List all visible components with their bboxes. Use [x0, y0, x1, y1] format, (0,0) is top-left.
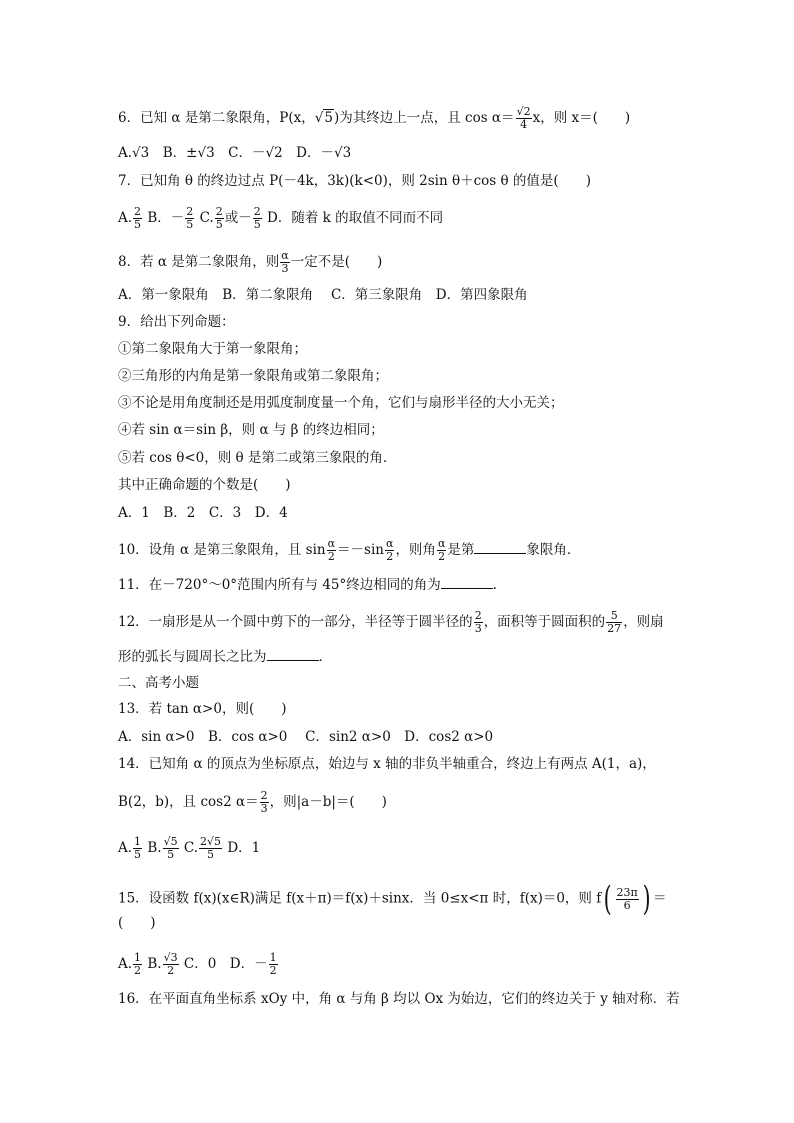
fraction: $\frac{2}{3}$: [260, 789, 268, 815]
q10-stem: 10．设角 α 是第三象限角，且 sin $\frac{\alpha}{2}$ ＝－sin $\frac{\alpha}{2}$ ，则角 $\frac{\alpha}{2}$ 是第 象限角．: [118, 537, 581, 563]
section-heading: 二、高考小题: [118, 675, 199, 691]
q14-stem: 14．已知角 α 的顶点为坐标原点，始边与 x 轴的非负半轴重合，终边上有两点 A(1，a)，: [118, 756, 656, 772]
fraction: $\frac{\alpha}{2}$: [327, 537, 336, 563]
answer-blank: [267, 648, 319, 661]
q14-stem-line2: B(2，b)，且 cos2 α＝ $\frac{2}{3}$ ，则|a－b|＝( ): [118, 789, 387, 815]
q13-options: A．sin α>0 B．cos α>0 C．sin2 α>0 D．cos2 α>0: [118, 729, 494, 745]
q7-stem: 7．已知角 θ 的终边过点 P(－4k，3k)(k<0)，则 2sin θ＋cos θ 的值是( ): [118, 173, 591, 189]
q6-stem: 6．已知 α 是第二象限角，P(x，√5)为其终边上一点，且 cos α＝ $\frac{√2}{4}$ x，则 x＝( ): [118, 105, 631, 131]
q12-stem-line1: 12．一扇形是从一个圆中剪下的一部分，半径等于圆半径的 $\frac{2}{3}$ ，面积等于圆面积的 $\frac{5}{27}$ ，则扇: [118, 609, 664, 635]
answer-blank: [474, 541, 526, 554]
q11-stem: 11．在－720°～0°范围内所有与 45°终边相同的角为 ．: [118, 577, 507, 593]
q9-options: A．1 B．2 C．3 D．4: [118, 505, 288, 521]
fraction: $\frac{1}{5}$: [134, 835, 142, 861]
q9-item-3: ③不论是用角度制还是用弧度制度量一个角，它们与扇形半径的大小无关；: [118, 395, 564, 411]
q15-options: A. $\frac{1}{2}$ B. $\frac{√3}{2}$ C．0 D．－ $\frac{1}{2}$: [118, 951, 277, 977]
q8-stem: 8．若 α 是第二象限角，则 $\frac{\alpha}{3}$ 一定不是( ): [118, 249, 383, 275]
fraction: $\frac{2}{5}$: [186, 205, 194, 231]
q8-options: A．第一象限角 B．第二象限角 C．第三象限角 D．第四象限角: [118, 287, 528, 303]
fraction: $\frac{23\pi}{6}$: [616, 885, 638, 912]
fraction: $\frac{2}{3}$: [474, 609, 482, 635]
q9-ask: 其中正确命题的个数是( ): [118, 477, 291, 493]
q12-stem-line2: 形的弧长与圆周长之比为 ．: [118, 649, 332, 665]
fraction: $\frac{5}{27}$: [607, 609, 622, 635]
fraction: $\frac{\alpha}{3}$: [281, 249, 289, 275]
q9-item-1: ①第二象限角大于第一象限角；: [118, 341, 307, 357]
q9-item-5: ⑤若 cos θ<0，则 θ 是第二或第三象限的角．: [118, 450, 397, 466]
fraction: $\frac{2}{5}$: [215, 205, 223, 231]
q16-stem: 16．在平面直角坐标系 xOy 中，角 α 与角 β 均以 Ox 为始边，它们的终边关于 y 轴对称．若: [118, 991, 680, 1007]
fraction: $\frac{√5}{5}$: [163, 835, 178, 861]
fraction: $\frac{2√5}{5}$: [200, 835, 222, 861]
fraction: $\frac{\alpha}{2}$: [386, 537, 394, 563]
fraction: $\frac{\alpha}{2}$: [437, 537, 446, 563]
fraction: $\frac{1}{2}$: [269, 951, 277, 977]
q6-options: A.√3 B．±√3 C．－√2 D．－√3: [118, 145, 352, 161]
fraction: $\frac{2}{5}$: [134, 205, 142, 231]
fraction: $\frac{1}{2}$: [134, 951, 142, 977]
q7-options: A. $\frac{2}{5}$ B．－ $\frac{2}{5}$ C. $\frac{2}{5}$ 或－ $\frac{2}{5}$ D．随着 k 的取值不同而不同: [118, 205, 444, 231]
sqrt-5: √5: [314, 110, 333, 126]
answer-blank: [441, 576, 493, 589]
q15-paren: ( ): [118, 915, 156, 931]
fraction: $\frac{2}{5}$: [253, 205, 261, 231]
q14-options: A. $\frac{1}{5}$ B. $\frac{√5}{5}$ C. $\frac{2√5}{5}$ D．1: [118, 835, 261, 861]
fraction: $\frac{√3}{2}$: [163, 951, 178, 977]
q13-stem: 13．若 tan α>0，则( ): [118, 701, 287, 717]
q9-stem: 9．给出下列命题：: [118, 314, 235, 330]
q9-item-2: ②三角形的内角是第一象限角或第二象限角；: [118, 368, 388, 384]
q9-item-4: ④若 sin α＝sin β，则 α 与 β 的终边相同；: [118, 422, 384, 438]
q15-stem: 15．设函数 f(x)(x∈R)满足 f(x＋π)＝f(x)＋sinx．当 0≤x<π 时，f(x)＝0，则 f( $\frac{23\pi}{6}$ ) ＝: [118, 879, 667, 919]
fraction: $\frac{√2}{4}$: [516, 105, 531, 131]
